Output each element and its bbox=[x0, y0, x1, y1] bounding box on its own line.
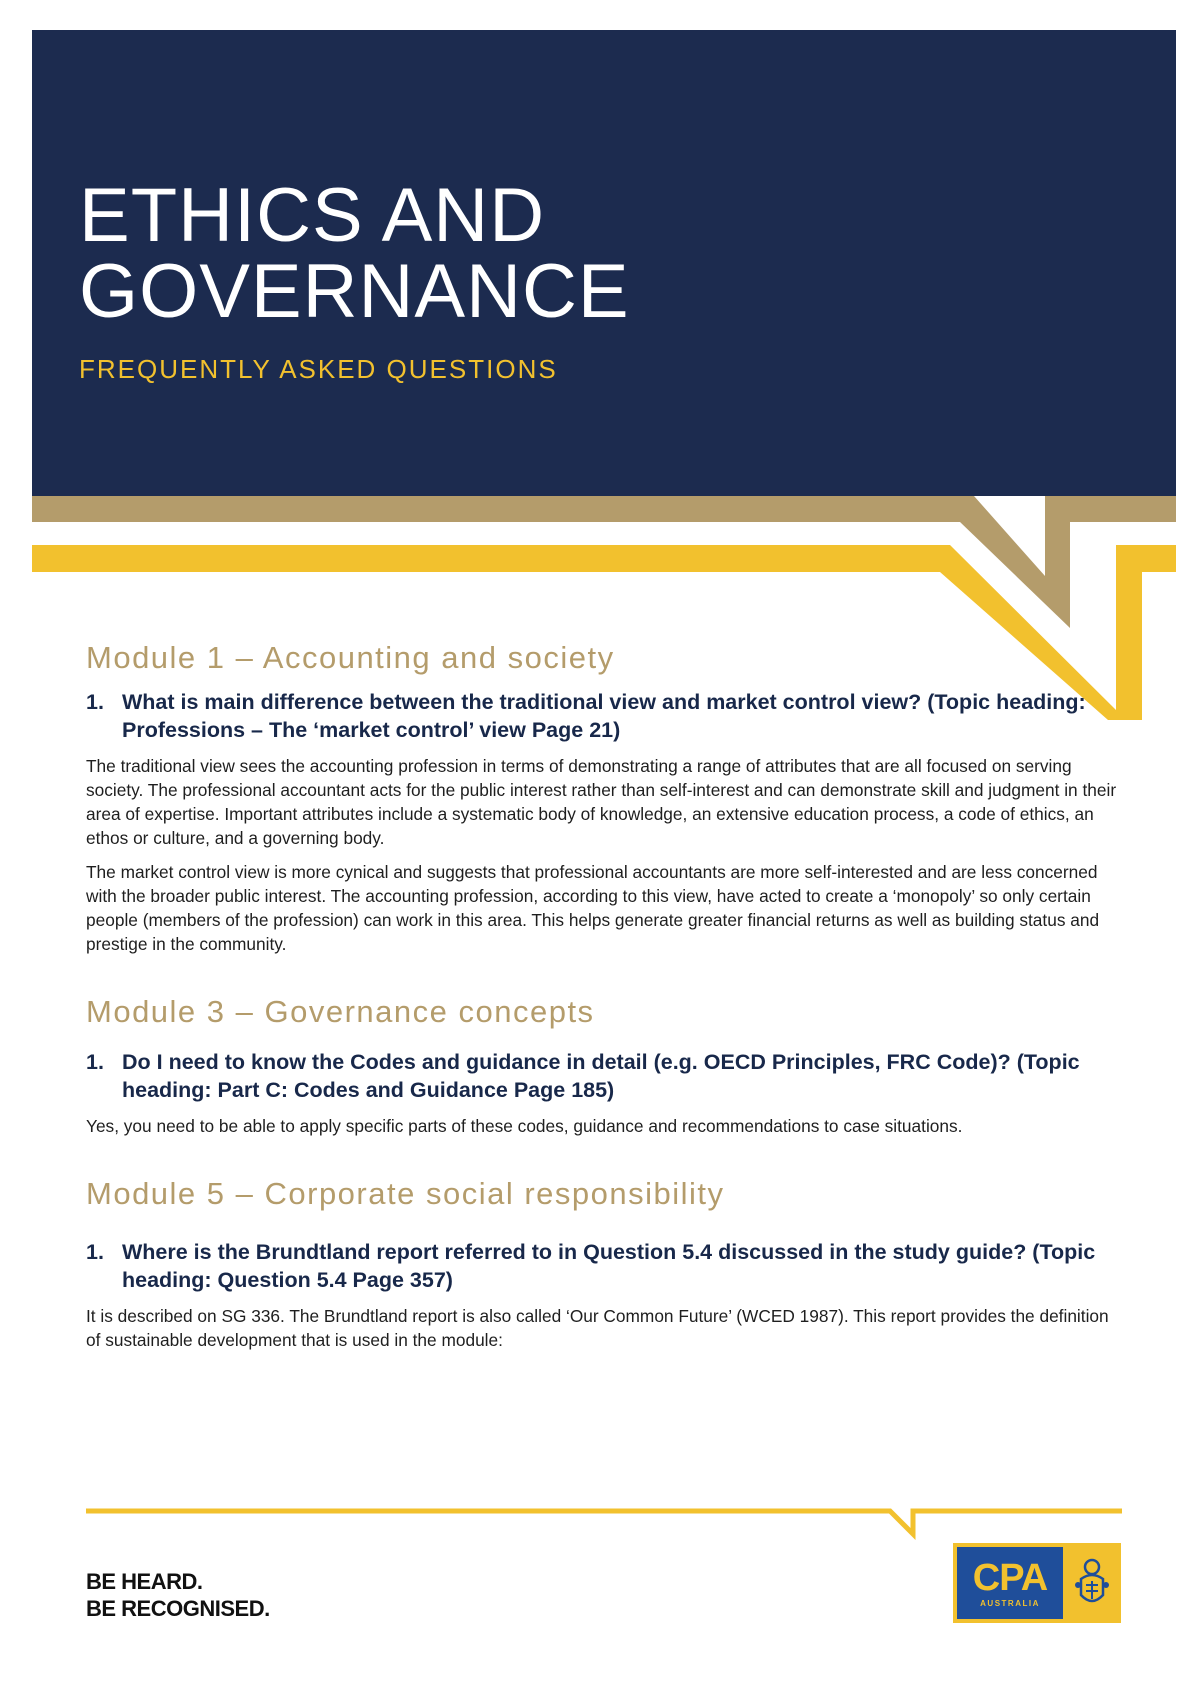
module-5-section bbox=[86, 1176, 1126, 1352]
question-text: What is main difference between the traditional view and market control view? (Topic heading: Professions – The ‘market control’ view Page 21) bbox=[122, 690, 1086, 742]
module-1-question bbox=[86, 688, 1126, 744]
module-5-question bbox=[86, 1238, 1126, 1294]
crest-icon bbox=[1063, 1543, 1121, 1623]
footer-yellow-line bbox=[86, 1511, 1122, 1534]
module-3-section bbox=[86, 994, 1126, 1138]
logo-australia-text: AUSTRALIA bbox=[980, 1598, 1040, 1608]
question-number: 1. bbox=[86, 1240, 104, 1264]
module-1-answer-2: The market control view is more cynical and suggests that professional accountants are more self-interested and are less concerned with the broader public interest. The accounting profession, according to this view, have acted to create a ‘monopoly’ so only certain people (members of the profession) can work in this area. This helps generate greater financial returns as well as building status and prestige in the community. bbox=[86, 862, 1100, 954]
module-1-answer-1: The traditional view sees the accounting profession in terms of demonstrating a range of attributes that are all focused on serving society. The professional accountant acts for the public interest rather than self-interest and can demonstrate skill and judgment in their area of expertise. Important attributes include a systematic body of knowledge, an extensive education process, a code of ethics, an ethos or culture, and a governing body. bbox=[86, 756, 1117, 848]
page-subtitle: FREQUENTLY ASKED QUESTIONS bbox=[79, 354, 558, 384]
module-3-answer-1: Yes, you need to be able to apply specific parts of these codes, guidance and recommendations to case situations. bbox=[86, 1116, 963, 1136]
tagline-line-1: BE HEARD. bbox=[86, 1569, 203, 1594]
module-3-question bbox=[86, 1048, 1126, 1104]
page-title bbox=[79, 173, 630, 334]
module-1-heading: Module 1 – Accounting and society bbox=[86, 640, 615, 675]
question-text: Where is the Brundtland report referred to in Question 5.4 discussed in the study guide? (Topic heading: Question 5.4 Page 357) bbox=[122, 1240, 1096, 1292]
module-1-section bbox=[86, 640, 1126, 956]
module-5-answer-1: It is described on SG 336. The Brundtland report is also called ‘Our Common Future’ (WCED 1987). This report provides the definition of sustainable development that is used in the module: bbox=[86, 1306, 1109, 1350]
tagline-line-2: BE RECOGNISED. bbox=[86, 1596, 270, 1621]
title-line-1: ETHICS AND bbox=[79, 173, 546, 258]
module-5-heading: Module 5 – Corporate social responsibility bbox=[86, 1176, 725, 1211]
module-3-heading: Module 3 – Governance concepts bbox=[86, 994, 595, 1029]
faq-content bbox=[86, 640, 1126, 1390]
logo-cpa-text: CPA bbox=[972, 1556, 1048, 1599]
title-line-2: GOVERNANCE bbox=[79, 249, 630, 334]
cpa-australia-logo bbox=[953, 1543, 1121, 1623]
logo-wordmark bbox=[957, 1547, 1063, 1619]
question-number: 1. bbox=[86, 690, 104, 714]
footer-tagline bbox=[86, 1568, 270, 1622]
question-number: 1. bbox=[86, 1050, 104, 1074]
question-text: Do I need to know the Codes and guidance in detail (e.g. OECD Principles, FRC Code)? (Topic heading: Part C: Codes and Guidance Page 185) bbox=[122, 1050, 1080, 1102]
